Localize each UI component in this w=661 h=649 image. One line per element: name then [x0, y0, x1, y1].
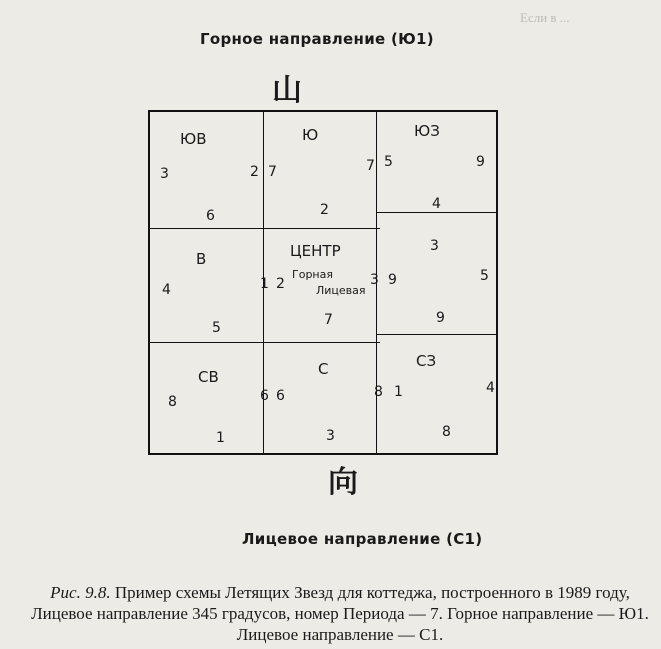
cell-label-s: Ю [302, 126, 319, 144]
cell-label-sw: ЮЗ [414, 122, 440, 140]
star-nw-facing: 4 [486, 380, 495, 396]
star-ne-mountain: 6 [260, 388, 269, 404]
star-nw-mountain: 1 [394, 384, 403, 400]
facing-direction-heading: Лицевое направление (С1) [242, 530, 483, 548]
star-s-base: 2 [320, 202, 329, 218]
star-center-base: 7 [324, 312, 333, 328]
star-w-top: 3 [430, 238, 439, 254]
star-s-mountain: 7 [366, 158, 375, 174]
star-ne-facing: 8 [168, 394, 177, 410]
cell-label-n: С [318, 360, 329, 378]
star-s-facing: 5 [384, 154, 393, 170]
center-sub-mountain: Горная [292, 268, 333, 281]
star-ne-base: 1 [216, 430, 225, 446]
cell-label-center: ЦЕНТР [290, 242, 341, 260]
star-sw-base: 4 [432, 196, 441, 212]
cell-label-se: ЮВ [180, 130, 207, 148]
caption-text: Пример схемы Летящих Звезд для коттеджа, построенного в 1989 году, Лицевое направление 345 градусов, номер Периода — 7. Горное направление — Ю1. Лицевое направление — С1. [31, 583, 649, 644]
star-w-mountain: 9 [388, 272, 397, 288]
mountain-glyph: 山 [272, 73, 302, 108]
star-e-base: 5 [212, 320, 221, 336]
star-e-facing: 4 [162, 282, 171, 298]
cell-label-e: В [196, 250, 207, 268]
star-se-base: 6 [206, 208, 215, 224]
figure-caption [30, 582, 650, 645]
bleed-through-text: Если в ... [520, 10, 570, 25]
star-se-mountain: 2 [250, 164, 259, 180]
cell-label-nw: СЗ [416, 352, 437, 370]
star-e-mountain: 1 [260, 276, 269, 292]
cell-label-ne: СВ [198, 368, 219, 386]
mountain-direction-heading: Горное направление (Ю1) [200, 30, 434, 48]
facing-glyph: 向 [328, 465, 358, 500]
star-se-left: 3 [160, 166, 169, 182]
star-center-mountain: 2 [276, 276, 285, 292]
star-w-facing: 5 [480, 268, 489, 284]
star-sw-mountain: 9 [476, 154, 485, 170]
star-w-base: 9 [436, 310, 445, 326]
star-center-facing: 3 [370, 272, 379, 288]
flying-stars-grid [148, 110, 498, 455]
star-n-facing: 8 [374, 384, 383, 400]
center-sub-facing: Лицевая [316, 284, 366, 297]
star-n-mountain: 6 [276, 388, 285, 404]
star-nw-base: 8 [442, 424, 451, 440]
caption-fig-label: Рис. 9.8. [50, 583, 111, 602]
star-se-facing: 7 [268, 164, 277, 180]
star-n-base: 3 [326, 428, 335, 444]
